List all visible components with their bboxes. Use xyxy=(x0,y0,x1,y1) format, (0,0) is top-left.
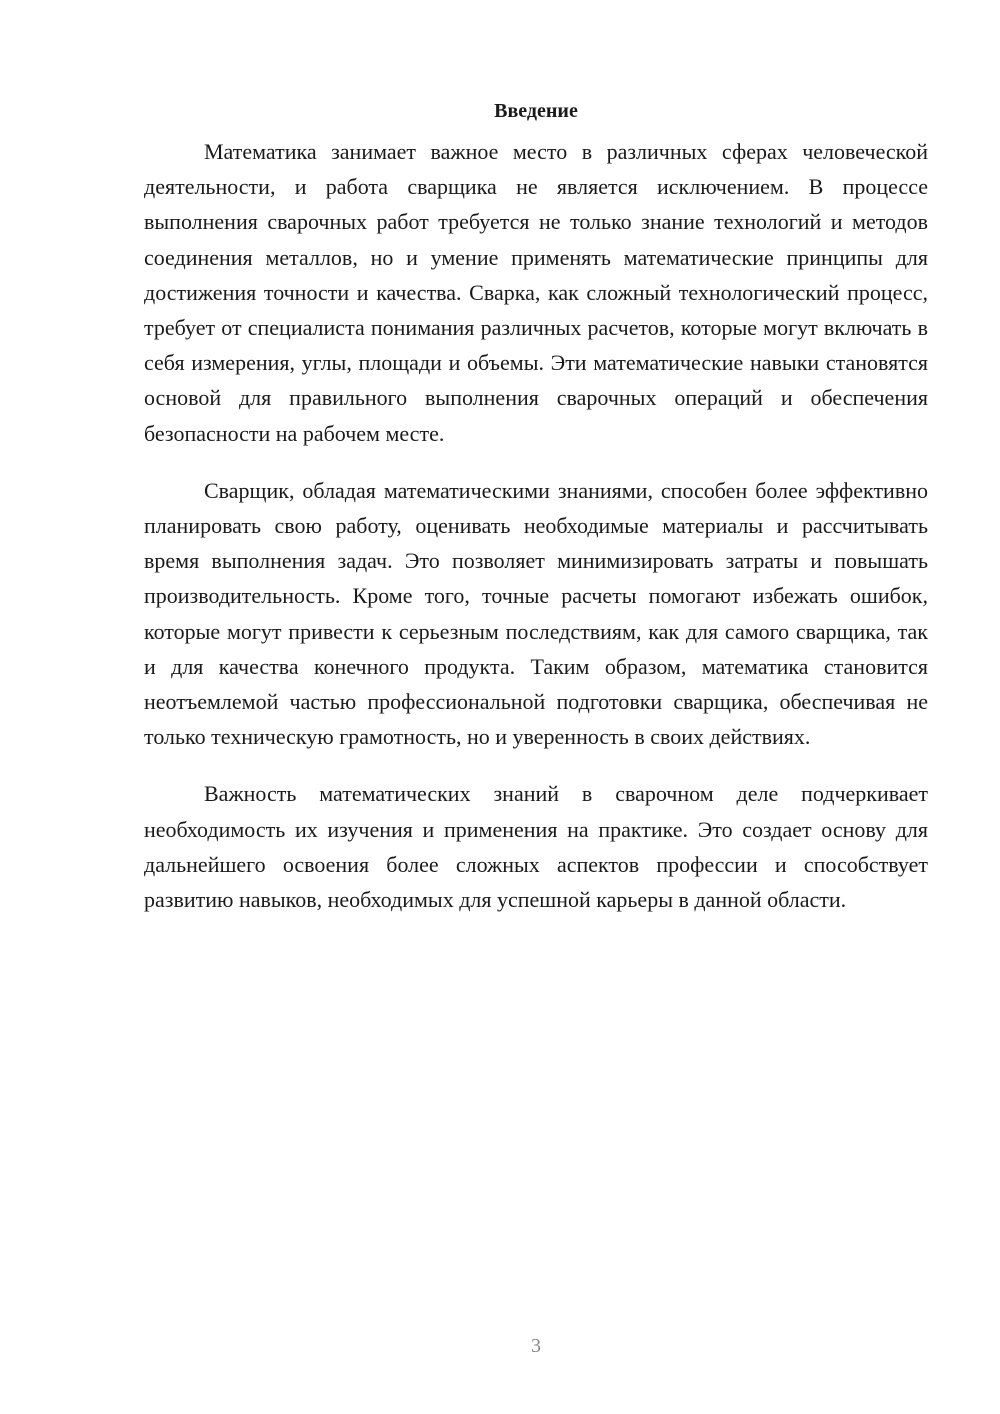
page-title: Введение xyxy=(494,100,578,122)
page-content xyxy=(144,96,928,939)
paragraph-2: Сварщик, обладая математическими знаниями, способен более эффективно планировать свою работу, оценивать необходимые материалы и рассчитывать время выполнения задач. Это позволяет минимизировать затраты и повышать производительность. Кроме того, точные расчеты помогают избежать ошибок, которые могут привести к серьезным последствиям, как для самого сварщика, так и для качества конечного продукта. Таким образом, математика становится неотъемлемой частью профессиональной подготовки сварщика, обеспечивая не только техническую грамотность, но и уверенность в своих действиях. xyxy=(144,477,928,750)
paragraph-3: Важность математических знаний в сварочном деле подчеркивает необходимость их изучения и применения на практике. Это создает основу для дальнейшего освоения более сложных аспектов профессии и способствует развитию навыков, необходимых для успешной карьеры в данной области. xyxy=(144,781,928,913)
paragraph-1: Математика занимает важное место в различных сферах человеческой деятельности, и работа сварщика не является исключением. В процессе выполнения сварочных работ требуется не только знание технологий и методов соединения металлов, но и умение применять математические принципы для достижения точности и качества. Сварка, как сложный технологический процесс, требует от специалиста понимания различных расчетов, которые могут включать в себя измерения, углы, площади и объемы. Эти математические навыки становятся основой для правильного выполнения сварочных операций и обеспечения безопасности на рабочем месте. xyxy=(144,139,928,446)
page-number: 3 xyxy=(531,1335,541,1357)
